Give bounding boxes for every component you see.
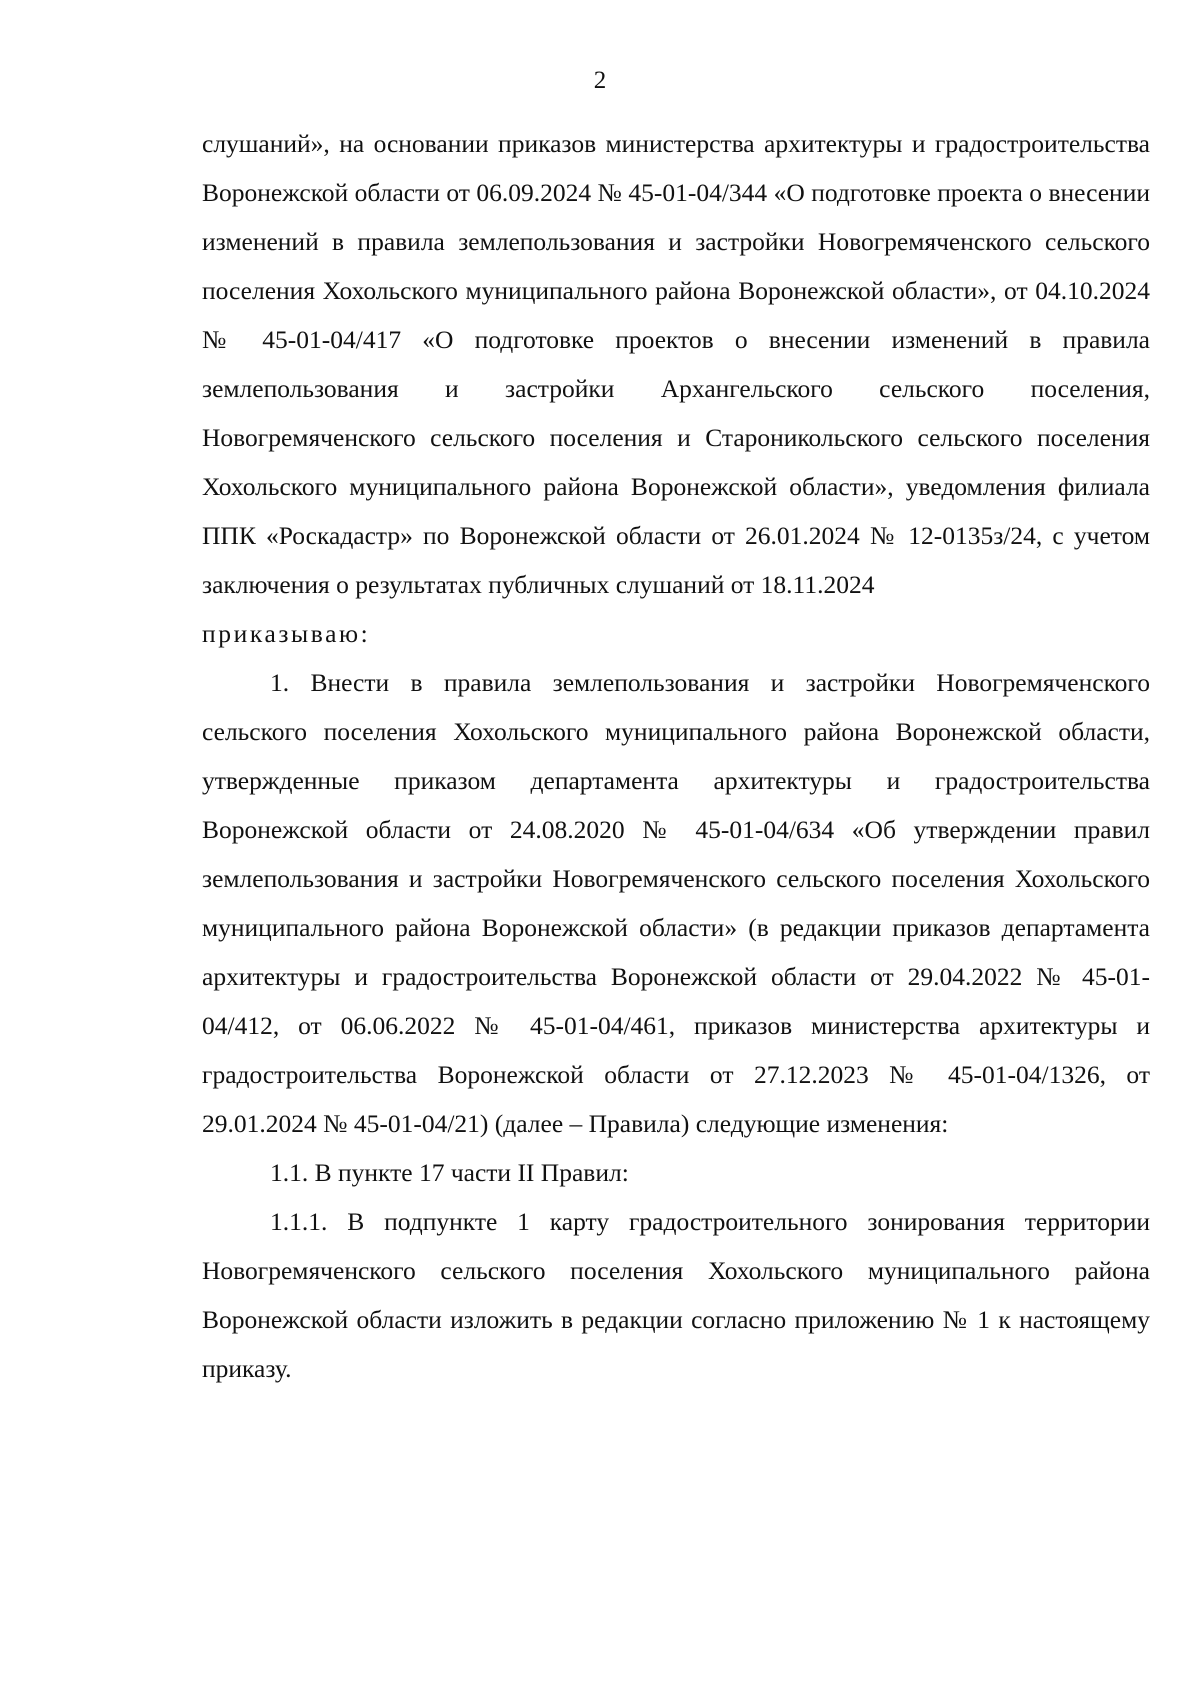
document-body	[202, 119, 1150, 1393]
page-number: 2	[593, 67, 607, 94]
paragraph-item-1: 1. Внести в правила землепользования и застройки Новогремяченского сельского поселения Хохольского муниципального района Воронежской области, утвержденные приказом департамента архитектуры и градостроительства Воронежской области от 24.08.2020 № 45-01-04/634 «Об утверждении правил землепользования и застройки Новогремяченского сельского поселения Хохольского муниципального района Воронежской области» (в редакции приказов департамента архитектуры и градостроительства Воронежской области от 29.04.2022 № 45-01-04/412, от 06.06.2022 № 45-01-04/461, приказов министерства архитектуры и градостроительства Воронежской области от 27.12.2023 № 45-01-04/1326, от 29.01.2024 № 45-01-04/21) (далее – Правила) следующие изменения:	[202, 668, 1150, 1138]
paragraph-item-1-1: 1.1. В пункте 17 части II Правил:	[270, 1158, 629, 1187]
order-word: приказываю:	[202, 619, 371, 648]
paragraph-basis: слушаний», на основании приказов министерства архитектуры и градостроительства Воронежской области от 06.09.2024 № 45-01-04/344 «О подготовке проекта о внесении изменений в правила землепользования и застройки Новогремяченского сельского поселения Хохольского муниципального района Воронежской области», от 04.10.2024 № 45-01-04/417 «О подготовке проектов о внесении изменений в правила землепользования и застройки Архангельского сельского поселения, Новогремяченского сельского поселения и Староникольского сельского поселения Хохольского муниципального района Воронежской области», уведомления филиала ППК «Роскадастр» по Воронежской области от 26.01.2024 № 12-0135з/24, с учетом заключения о результатах публичных слушаний от 18.11.2024	[202, 129, 1150, 599]
paragraph-item-1-1-1: 1.1.1. В подпункте 1 карту градостроительного зонирования территории Новогремяченского сельского поселения Хохольского муниципального района Воронежской области изложить в редакции согласно приложению № 1 к настоящему приказу.	[202, 1207, 1150, 1383]
